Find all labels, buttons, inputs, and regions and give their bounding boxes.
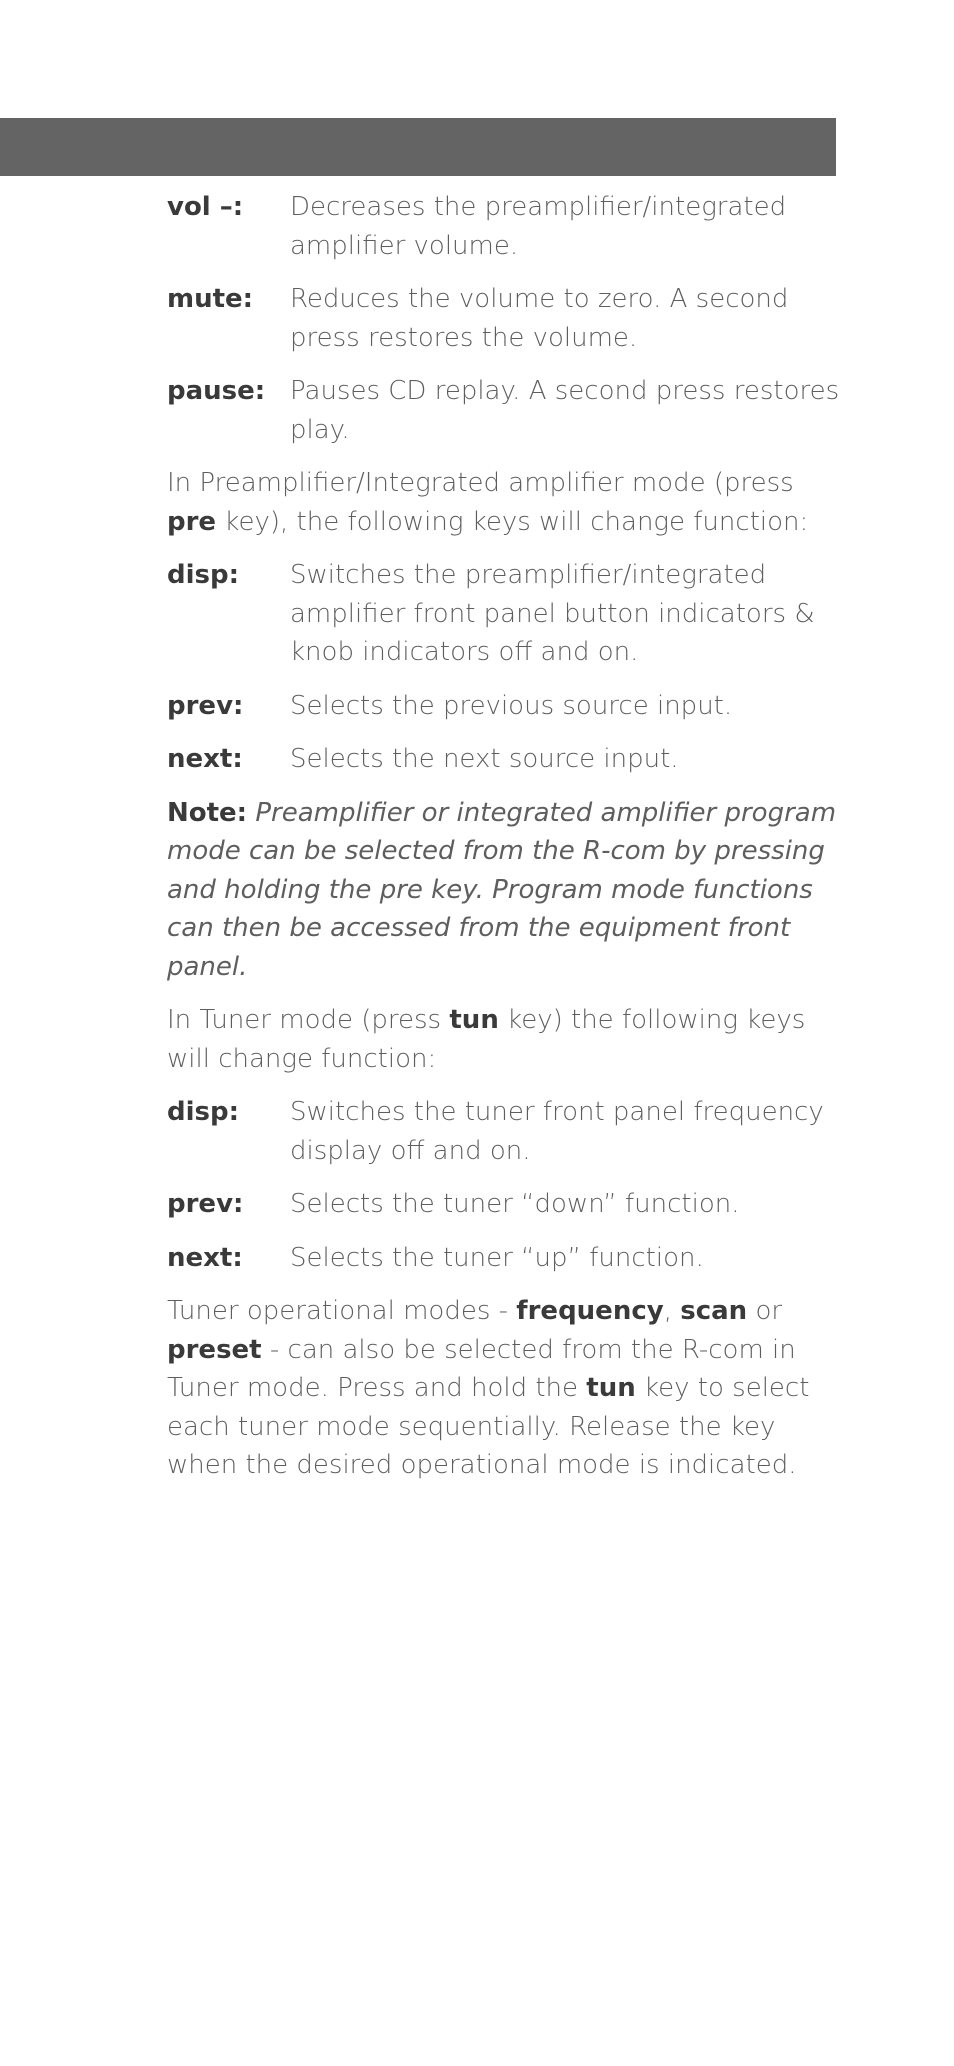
key-description: Selects the previous source input. bbox=[290, 690, 733, 721]
modes-text: Tuner operational modes - bbox=[167, 1296, 517, 1326]
intro-key-name: pre bbox=[167, 506, 217, 537]
intro-text: In Tuner mode (press bbox=[167, 1005, 450, 1035]
key-definition-pause bbox=[167, 372, 847, 449]
mode-scan: scan bbox=[680, 1296, 748, 1326]
modes-text: or bbox=[747, 1296, 783, 1326]
intro-key-name: tun bbox=[449, 1005, 499, 1035]
section-header-bar bbox=[0, 118, 836, 176]
key-definition-vol-down bbox=[167, 188, 847, 265]
key-term: prev: bbox=[167, 690, 244, 721]
mode-frequency: frequency bbox=[516, 1296, 664, 1326]
key-term: next: bbox=[167, 744, 243, 774]
key-definition-preamp-disp bbox=[167, 556, 847, 672]
key-description: Decreases the preamplifier/integrated amplifier volume. bbox=[290, 192, 787, 261]
modes-text: key to select each tuner mode sequentially. Release the key when the desired operational mode is indicated. bbox=[167, 1373, 810, 1480]
tuner-operational-modes bbox=[167, 1292, 847, 1485]
intro-text: key) the following keys will change function: bbox=[167, 1005, 806, 1074]
key-description: Switches the tuner front panel frequency display off and on. bbox=[290, 1097, 824, 1166]
program-mode-note bbox=[167, 794, 847, 987]
intro-text: key), the following keys will change function: bbox=[216, 506, 809, 537]
key-term: prev: bbox=[167, 1189, 244, 1219]
key-description: Selects the tuner “up” function. bbox=[290, 1242, 704, 1273]
key-definition-tuner-next bbox=[167, 1239, 847, 1278]
key-definition-preamp-next bbox=[167, 740, 847, 779]
modes-text: - can also be selected from the R-com in Tuner mode. Press and hold the bbox=[167, 1334, 796, 1403]
key-term: vol –: bbox=[167, 192, 244, 222]
key-description: Reduces the volume to zero. A second press restores the volume. bbox=[290, 284, 789, 353]
preamp-mode-intro bbox=[167, 464, 847, 541]
note-text: Preamplifier or integrated amplifier program mode can be selected from the R-com by pressing and holding the pre key. Program mode functions can then be accessed from the equipment front panel. bbox=[167, 797, 837, 982]
key-term: disp: bbox=[167, 560, 240, 590]
key-description: Selects the next source input. bbox=[290, 744, 679, 774]
key-description: Pauses CD replay. A second press restores play. bbox=[290, 376, 840, 445]
note-label: Note: bbox=[167, 797, 248, 828]
key-term: disp: bbox=[167, 1097, 240, 1127]
key-description: Selects the tuner “down” function. bbox=[290, 1189, 740, 1219]
key-term: pause: bbox=[167, 376, 266, 406]
tun-key-name: tun bbox=[586, 1373, 636, 1403]
intro-text: In Preamplifier/Integrated amplifier mode (press bbox=[167, 468, 794, 498]
key-definition-tuner-disp bbox=[167, 1093, 847, 1170]
manual-content bbox=[167, 188, 847, 1500]
key-definition-preamp-prev bbox=[167, 687, 847, 726]
key-definition-mute bbox=[167, 280, 847, 357]
modes-text: , bbox=[663, 1296, 681, 1326]
key-term: mute: bbox=[167, 284, 254, 314]
mode-preset: preset bbox=[167, 1334, 262, 1365]
key-description: Switches the preamplifier/integrated amplifier front panel button indicators & knob indicators off and on. bbox=[290, 560, 815, 667]
key-definition-tuner-prev bbox=[167, 1185, 847, 1224]
key-term: next: bbox=[167, 1242, 243, 1273]
tuner-mode-intro bbox=[167, 1001, 847, 1078]
